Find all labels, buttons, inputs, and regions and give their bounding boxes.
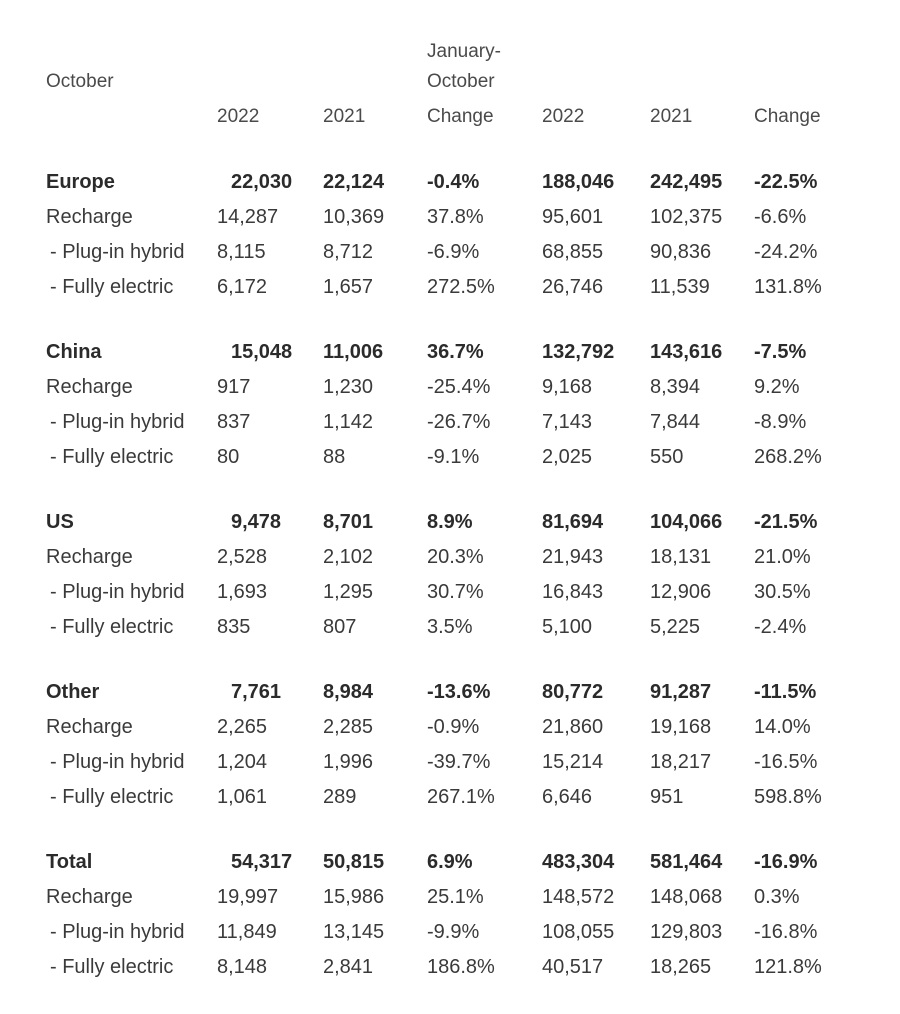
cell-oct-2021: 8,712 [323,241,374,263]
table-row [0,610,900,644]
ytd-label-line1: January- [427,41,501,62]
cell-ytd-change: 14.0% [754,716,811,738]
cell-ytd-2021: 102,375 [650,206,723,228]
cell-ytd-change: -16.5% [754,751,818,773]
row-label: Recharge [46,376,133,398]
cell-oct-change: -13.6% [427,681,491,703]
region-row [0,845,900,879]
cell-ytd-2021: 5,225 [650,616,701,638]
cell-ytd-change: 30.5% [754,581,811,603]
cell-oct-change: -0.9% [427,716,480,738]
table-row [0,405,900,439]
row-label: Other [46,681,100,703]
cell-ytd-change: -16.8% [754,921,818,943]
table-row [0,710,900,744]
cell-oct-2022: 22,030 [231,171,293,193]
cell-oct-2021: 1,142 [323,411,374,433]
cell-oct-change: -0.4% [427,171,480,193]
row-label: Recharge [46,546,133,568]
cell-ytd-2021: 951 [650,786,684,808]
row-label: US [46,511,74,533]
cell-ytd-2021: 18,217 [650,751,712,773]
cell-ytd-2021: 104,066 [650,511,723,533]
cell-oct-change: 267.1% [427,786,495,808]
cell-oct-change: 30.7% [427,581,484,603]
cell-oct-2022: 1,204 [217,751,268,773]
cell-oct-2021: 1,657 [323,276,374,298]
cell-oct-2022: 7,761 [231,681,282,703]
cell-ytd-2022: 483,304 [542,851,615,873]
cell-ytd-change: -22.5% [754,171,818,193]
row-label: - Fully electric [50,956,174,978]
cell-oct-2022: 9,478 [231,511,282,533]
cell-oct-change: 6.9% [427,851,473,873]
col-header-oct-2022: 2022 [217,106,260,127]
region-row [0,165,900,199]
table-row [0,440,900,474]
cell-ytd-2022: 148,572 [542,886,615,908]
cell-ytd-change: 9.2% [754,376,800,398]
cell-ytd-2022: 81,694 [542,511,604,533]
cell-ytd-change: -11.5% [754,681,817,703]
cell-oct-2022: 1,061 [217,786,268,808]
cell-ytd-2022: 16,843 [542,581,604,603]
cell-ytd-2021: 581,464 [650,851,723,873]
row-label: Recharge [46,716,133,738]
cell-ytd-2021: 7,844 [650,411,701,433]
cell-oct-2021: 1,230 [323,376,374,398]
cell-oct-2021: 289 [323,786,357,808]
cell-oct-change: 20.3% [427,546,484,568]
cell-ytd-2022: 2,025 [542,446,593,468]
region-row [0,335,900,369]
table-row [0,950,900,984]
col-header-oct-change: Change [427,106,494,127]
cell-ytd-2022: 7,143 [542,411,593,433]
cell-oct-2022: 837 [217,411,251,433]
cell-oct-2022: 14,287 [217,206,279,228]
region-row [0,675,900,709]
cell-oct-change: 8.9% [427,511,473,533]
cell-oct-2022: 8,115 [217,241,266,263]
row-label: Recharge [46,886,133,908]
cell-oct-2022: 11,849 [217,921,277,943]
cell-oct-change: 3.5% [427,616,473,638]
table-row [0,200,900,234]
cell-oct-2021: 8,984 [323,681,374,703]
cell-oct-change: -39.7% [427,751,491,773]
cell-ytd-2022: 21,860 [542,716,604,738]
table-row [0,745,900,779]
row-label: - Plug-in hybrid [50,921,185,943]
table-row [0,270,900,304]
cell-oct-2022: 54,317 [231,851,293,873]
row-label: - Fully electric [50,616,174,638]
row-label: Recharge [46,206,133,228]
row-label: Total [46,851,93,873]
cell-oct-2022: 19,997 [217,886,279,908]
row-label: China [46,341,102,363]
cell-ytd-2022: 15,214 [542,751,604,773]
col-header-ytd-2022: 2022 [542,106,585,127]
cell-ytd-2022: 132,792 [542,341,615,363]
cell-ytd-2021: 143,616 [650,341,723,363]
cell-oct-change: -9.9% [427,921,480,943]
cell-oct-2021: 2,285 [323,716,374,738]
cell-oct-2021: 2,841 [323,956,374,978]
col-header-ytd-change: Change [754,106,821,127]
ytd-label-line2: October [427,71,495,92]
cell-ytd-2022: 26,746 [542,276,604,298]
table-row [0,915,900,949]
cell-ytd-2022: 68,855 [542,241,604,263]
cell-oct-change: 25.1% [427,886,484,908]
cell-oct-2022: 6,172 [217,276,268,298]
cell-ytd-2021: 550 [650,446,684,468]
cell-ytd-2022: 108,055 [542,921,615,943]
cell-ytd-2021: 12,906 [650,581,712,603]
cell-oct-change: -9.1% [427,446,480,468]
table-row [0,880,900,914]
cell-oct-change: 37.8% [427,206,484,228]
cell-oct-2022: 917 [217,376,251,398]
cell-oct-2021: 8,701 [323,511,374,533]
cell-ytd-2022: 188,046 [542,171,615,193]
cell-oct-2021: 88 [323,446,346,468]
cell-oct-2021: 807 [323,616,357,638]
cell-ytd-2021: 8,394 [650,376,701,398]
cell-oct-2021: 13,145 [323,921,385,943]
cell-oct-change: -26.7% [427,411,491,433]
cell-oct-2021: 10,369 [323,206,385,228]
row-label: - Plug-in hybrid [50,411,185,433]
cell-ytd-2022: 5,100 [542,616,593,638]
cell-oct-change: 36.7% [427,341,484,363]
cell-ytd-2021: 91,287 [650,681,712,703]
cell-ytd-2022: 80,772 [542,681,604,703]
cell-ytd-2021: 129,803 [650,921,723,943]
cell-ytd-change: 0.3% [754,886,800,908]
cell-ytd-change: 268.2% [754,446,822,468]
cell-oct-2021: 2,102 [323,546,374,568]
row-label: - Fully electric [50,786,174,808]
cell-ytd-change: -6.6% [754,206,807,228]
cell-oct-2021: 15,986 [323,886,385,908]
cell-ytd-2022: 21,943 [542,546,604,568]
cell-ytd-change: -7.5% [754,341,807,363]
cell-oct-2022: 835 [217,616,251,638]
cell-oct-change: -6.9% [427,241,480,263]
cell-ytd-2022: 6,646 [542,786,593,808]
table-row [0,540,900,574]
cell-ytd-change: 131.8% [754,276,822,298]
cell-ytd-change: 121.8% [754,956,822,978]
table-row [0,575,900,609]
cell-oct-2022: 80 [217,446,240,468]
cell-ytd-change: 598.8% [754,786,822,808]
col-header-ytd-2021: 2021 [650,106,693,127]
cell-ytd-change: -21.5% [754,511,818,533]
cell-oct-2022: 2,528 [217,546,268,568]
cell-ytd-change: 21.0% [754,546,811,568]
cell-ytd-change: -24.2% [754,241,818,263]
col-header-oct-2021: 2021 [323,106,366,127]
table-row [0,235,900,269]
region-row [0,505,900,539]
row-label: Europe [46,171,115,193]
cell-ytd-2021: 18,131 [650,546,712,568]
cell-ytd-2021: 19,168 [650,716,712,738]
row-label: - Plug-in hybrid [50,241,185,263]
period-label: October [46,71,114,92]
cell-oct-2022: 15,048 [231,341,293,363]
cell-oct-change: 186.8% [427,956,495,978]
cell-oct-2022: 8,148 [217,956,268,978]
cell-oct-2021: 11,006 [323,341,384,363]
row-label: - Plug-in hybrid [50,751,185,773]
cell-ytd-2021: 90,836 [650,241,712,263]
cell-oct-2021: 50,815 [323,851,385,873]
cell-oct-2021: 1,295 [323,581,374,603]
row-label: - Plug-in hybrid [50,581,185,603]
cell-oct-2021: 22,124 [323,171,385,193]
cell-ytd-2022: 9,168 [542,376,593,398]
cell-ytd-2021: 148,068 [650,886,723,908]
cell-ytd-change: -8.9% [754,411,807,433]
cell-ytd-change: -16.9% [754,851,818,873]
table-row [0,370,900,404]
cell-oct-change: 272.5% [427,276,495,298]
row-label: - Fully electric [50,446,174,468]
cell-ytd-change: -2.4% [754,616,807,638]
cell-ytd-2021: 11,539 [650,276,710,298]
cell-ytd-2021: 18,265 [650,956,712,978]
table-row [0,780,900,814]
row-label: - Fully electric [50,276,174,298]
cell-ytd-2022: 95,601 [542,206,604,228]
cell-ytd-2021: 242,495 [650,171,723,193]
cell-oct-2022: 1,693 [217,581,268,603]
cell-oct-2021: 1,996 [323,751,374,773]
cell-oct-2022: 2,265 [217,716,268,738]
cell-oct-change: -25.4% [427,376,491,398]
cell-ytd-2022: 40,517 [542,956,604,978]
